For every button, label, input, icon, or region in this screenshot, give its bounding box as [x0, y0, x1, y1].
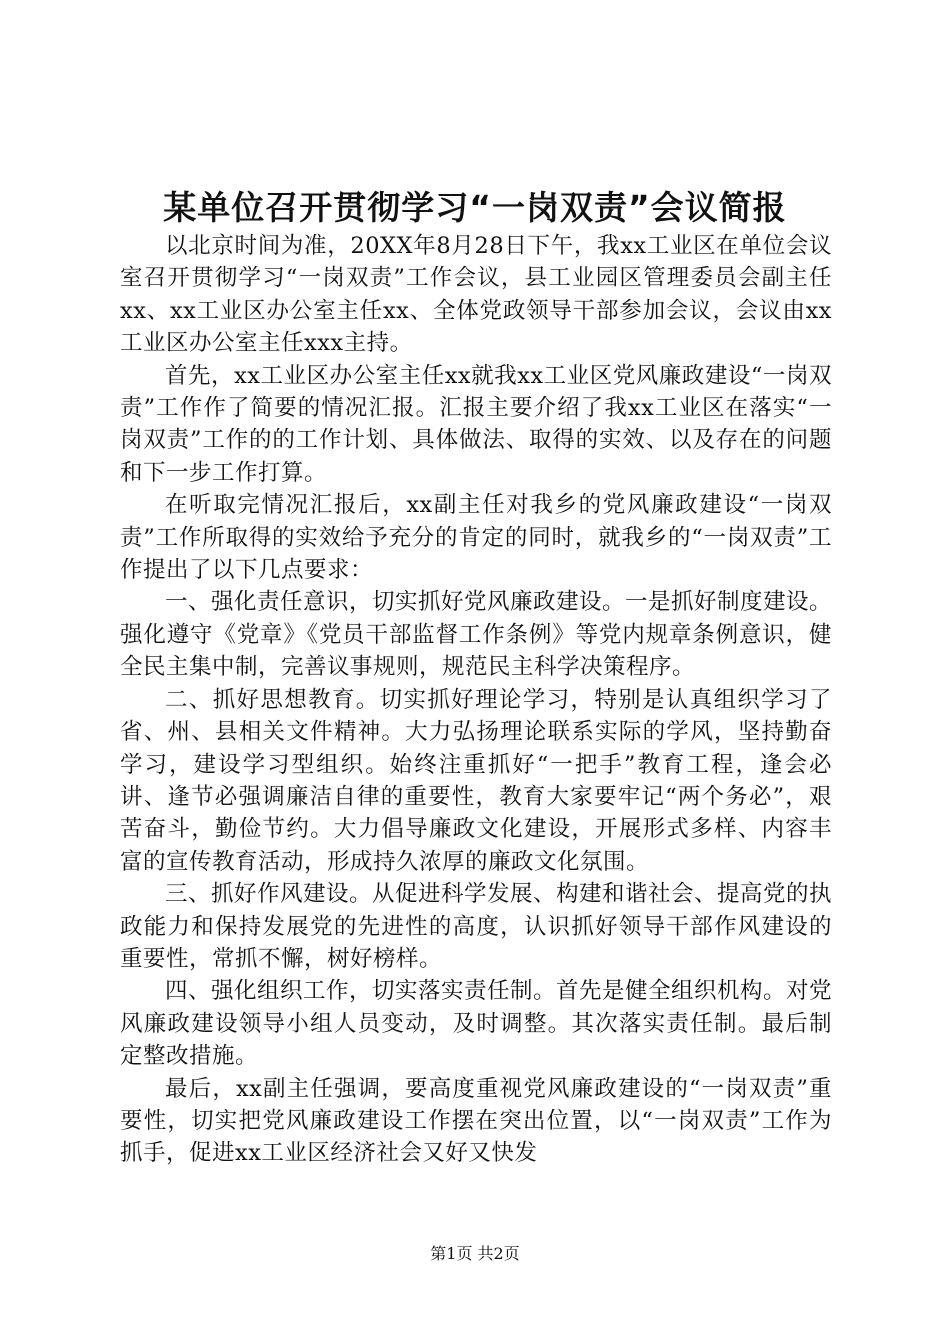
paragraph-requirement-4: 四、强化组织工作，切实落实责任制。首先是健全组织机构。对党风廉政建设领导小组人员变动，及时调整。其次落实责任制。最后制定整改措施。	[120, 978, 833, 1070]
paragraph-conclusion: 最后，xx副主任强调，要高度重视党风廉政建设的“一岗双责”重要性，切实把党风廉政建设工作摆在突出位置，以“一岗双责”工作为抓手，促进xx工业区经济社会又好又快发	[120, 1075, 832, 1167]
paragraph-meeting-intro: 以北京时间为准，20XX年8月28日下午，我xx工业区在单位会议室召开贯彻学习“一岗双责”工作会议，县工业园区管理委员会副主任xx、xx工业区办公室主任xx、全体党政领导干部参加会议，会议由xx工业区办公室主任xxx主持。	[120, 233, 832, 357]
paragraph-work-report: 首先，xx工业区办公室主任xx就我xx工业区党风廉政建设“一岗双责”工作作了简要的情况汇报。汇报主要介绍了我xx工业区在落实“一岗双责”工作的的工作计划、具体做法、取得的实效、以及存在的问题和下一步工作打算。	[120, 362, 832, 486]
paragraph-requirement-2: 二、抓好思想教育。切实抓好理论学习，特别是认真组织学习了省、州、县相关文件精神。大力弘扬理论联系实际的学风，坚持勤奋学习，建设学习型组织。始终注重抓好“一把手”教育工程，逢会必讲、逢节必强调廉洁自律的重要性，教育大家要牢记“两个务必”，艰苦奋斗，勤俭节约。大力倡导廉政文化建设，开展形式多样、内容丰富的宣传教育活动，形成持久浓厚的廉政文化氛围。	[120, 686, 832, 875]
paragraph-requirement-1: 一、强化责任意识，切实抓好党风廉政建设。一是抓好制度建设。强化遵守《党章》《党员干部监督工作条例》等党内规章条例意识，健全民主集中制，完善议事规则，规范民主科学决策程序。	[120, 589, 833, 681]
document-title: 某单位召开贯彻学习“一岗双责”会议简报	[163, 188, 787, 227]
document-body	[120, 230, 832, 1170]
paragraph-requirement-3: 三、抓好作风建设。从促进科学发展、构建和谐社会、提高党的执政能力和保持发展党的先进性的高度，认识抓好领导干部作风建设的重要性，常抓不懈，树好榜样。	[120, 881, 833, 972]
paragraph-requirements-intro: 在听取完情况汇报后，xx副主任对我乡的党风廉政建设“一岗双责”工作所取得的实效给予充分的肯定的同时，就我乡的“一岗双责”工作提出了以下几点要求：	[120, 492, 832, 584]
page-number-footer: 第1页 共2页	[430, 1244, 520, 1263]
